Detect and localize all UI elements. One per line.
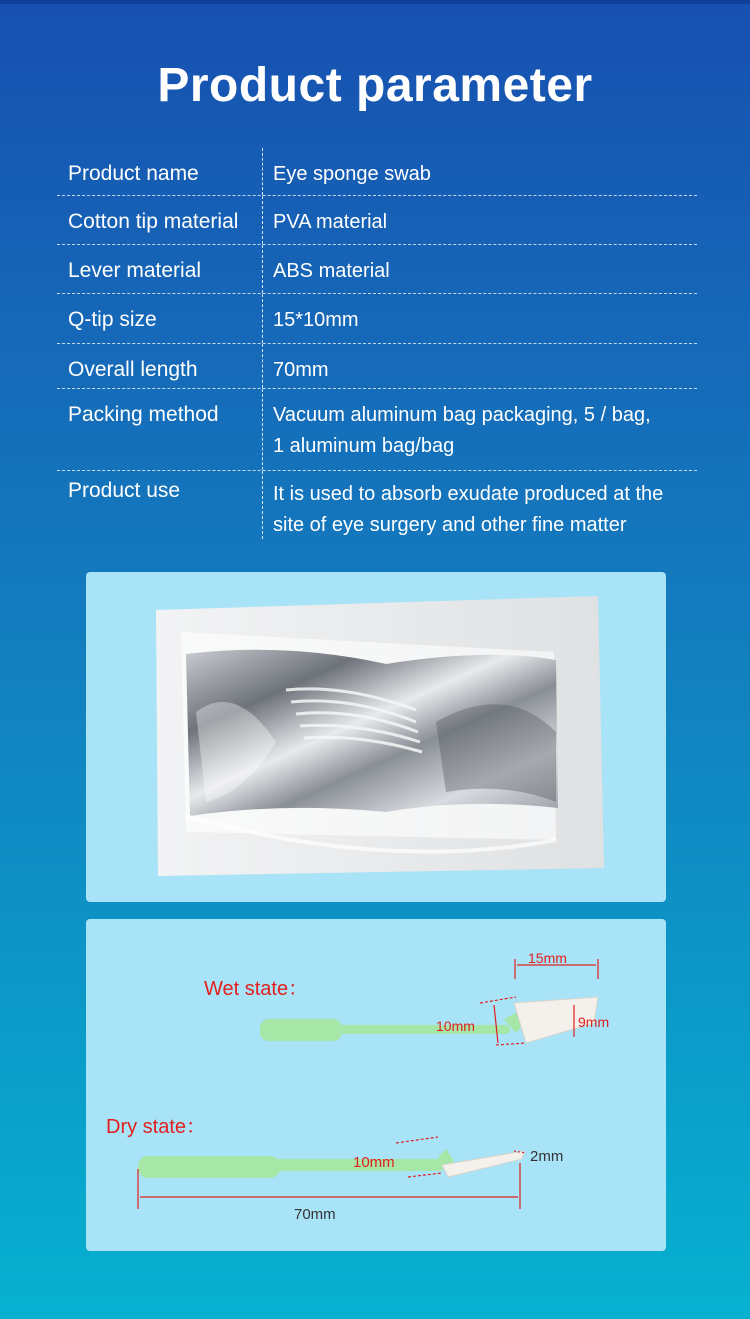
param-value: ABS material [273,260,390,282]
vacuum-package-image [86,572,666,902]
param-row [57,294,697,344]
param-label: Q-tip size [68,308,157,331]
wet-state-label: Wet state： [204,978,309,1000]
wet-width-label: 15mm [528,950,567,966]
param-label: Cotton tip material [68,210,239,233]
dry-swab-image [138,1149,524,1178]
param-value: Eye sponge swab [273,163,431,185]
param-row [57,245,697,294]
top-border [0,0,750,4]
param-row [57,196,697,245]
param-value-line: site of eye surgery and other fine matter [273,514,627,536]
wet-neck-label: 10mm [436,1018,475,1034]
swab-dimension-diagram [86,919,666,1251]
dry-state-label: Dry state： [106,1116,207,1138]
dry-neck-label: 10mm [353,1154,395,1171]
param-label: Overall length [68,358,198,381]
dry-length-label: 70mm [294,1206,336,1223]
param-value: PVA material [273,211,388,233]
param-row [57,389,697,471]
param-value: 70mm [273,359,329,381]
param-label: Product use [68,479,181,502]
dry-thickness-label: 2mm [530,1148,564,1165]
param-label: Product name [68,162,199,185]
param-value-line: It is used to absorb exudate produced at the [273,483,664,505]
parameter-table [57,148,697,539]
param-row [57,471,697,539]
param-row [57,344,697,389]
package-photo-card [86,572,666,902]
param-value [263,471,663,539]
param-value: 15*10mm [273,309,359,331]
wet-height-label: 9mm [578,1014,610,1030]
param-label: Lever material [68,259,202,282]
param-row [57,148,697,196]
param-value-line: 1 aluminum bag/bag [273,435,455,457]
param-value [263,389,651,470]
param-value-line: Vacuum aluminum bag packaging, 5 / bag, [273,404,651,426]
page-title: Product parameter [157,59,593,112]
wet-swab-image [260,997,598,1043]
dimension-diagram-card [86,919,666,1251]
param-label: Packing method [68,403,219,426]
